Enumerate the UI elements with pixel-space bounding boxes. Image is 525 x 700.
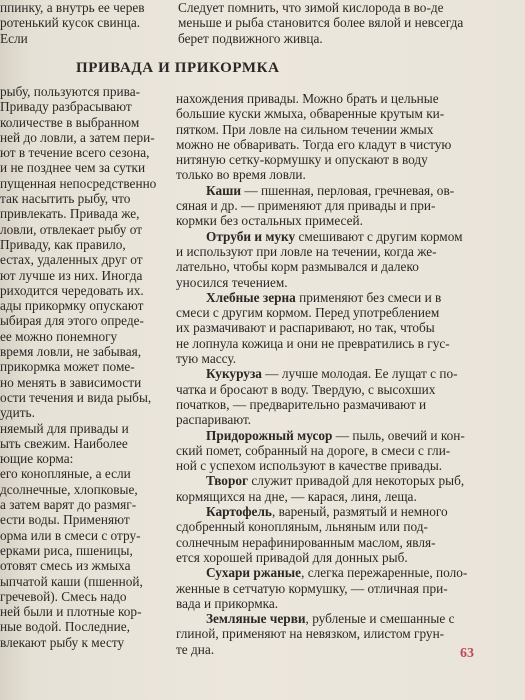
left-column-line: дсолнечные, хлопковые,: [0, 481, 138, 497]
right-column-line: [176, 183, 491, 198]
right-column-line: [176, 91, 491, 106]
food-term: Сухари ржаные: [206, 565, 302, 581]
line-text: кормки без остальных примесей.: [176, 213, 363, 229]
right-column-line: [176, 137, 491, 152]
line-text: те дна.: [176, 641, 215, 657]
line-text: их размачивают и распаривают, но так, чтобы: [176, 320, 435, 336]
right-column-line: [176, 550, 491, 565]
left-column-line: ерками риса, пшеницы,: [0, 542, 133, 558]
right-column-line: [176, 351, 491, 366]
right-column-line: [176, 458, 491, 473]
left-column-line: гречевой). Смесь надо: [0, 588, 127, 604]
line-text: — пыль, овечий и кон-: [332, 427, 465, 443]
left-column-line: количестве в выбранном: [0, 114, 140, 130]
right-column-line: [176, 152, 491, 167]
right-column-line: [176, 198, 491, 213]
left-column-line: а затем варят до размяг-: [0, 497, 137, 513]
left-column-line: няемый для привады и: [0, 420, 129, 436]
line-text: нахождения привады. Можно брать и цельные: [176, 91, 439, 106]
right-column-line: [176, 259, 491, 274]
left-column-line: ады прикормку опускают: [0, 298, 144, 314]
left-column-line: ыть свежим. Наиболее: [0, 435, 128, 451]
line-text: глиной, применяют на невязком, илистом грун-: [176, 626, 445, 642]
line-text: применяют без смеси и в: [295, 289, 442, 305]
line-text: уносился течением.: [176, 274, 288, 290]
left-column-line: рыбу, пользуются прива-: [0, 84, 141, 99]
left-column-line: ести воды. Применяют: [0, 512, 130, 528]
left-column-line: ней были и плотные кор-: [0, 604, 142, 620]
left-column-line: но менять в зависимости: [0, 374, 142, 390]
line-text: можно не обваривать. Тогда его кладут в чистую: [176, 136, 452, 152]
right-column-line: [176, 535, 491, 550]
top-left-fragment: [0, 0, 170, 46]
line-text: пятком. При ловле на сильном течении жмых: [176, 121, 434, 137]
right-column-line: [176, 106, 491, 121]
right-column-line: [176, 504, 491, 519]
right-column-line: [176, 596, 491, 611]
right-column-line: [176, 366, 491, 381]
right-column-line: [176, 473, 491, 488]
right-column-line: [176, 244, 491, 259]
right-column-line: [176, 320, 491, 335]
line-text: — лучше молодая. Ее лущат с по-: [261, 366, 458, 382]
left-column-line: влекают рыбу к месту: [0, 634, 125, 650]
page-number: 63: [460, 646, 474, 661]
top-right-line: всегда берет подвижного живца.: [178, 15, 464, 46]
section-heading: ПРИВАДА И ПРИКОРМКА: [76, 60, 280, 76]
food-term: Земляные черви: [206, 611, 306, 627]
left-column-line: отовят смесь из жмыха: [0, 558, 131, 574]
right-column-line: [176, 122, 491, 137]
right-column-line: [176, 213, 491, 228]
left-column-line: время ловли, не забывая,: [0, 344, 142, 360]
left-column-line: риходится чередовать их.: [0, 282, 144, 298]
right-column-line: [176, 305, 491, 320]
top-right-line: де меньше и рыба становится более вялой и не: [178, 0, 444, 31]
left-column-line: привлекать. Привада же,: [0, 206, 140, 222]
food-term: Каши: [206, 182, 242, 198]
line-text: вада и прикормка.: [176, 595, 279, 611]
line-text: служит привадой для некоторых рыб,: [248, 473, 465, 489]
top-right-fragment: [178, 0, 488, 46]
left-column-line: ные водой. Последние,: [0, 619, 130, 635]
left-column-line: ыпчатой каши (пшенной,: [0, 573, 143, 589]
left-column-line: естах, удаленных друг от: [0, 252, 143, 268]
left-column-line: и не позднее чем за сутки: [0, 160, 146, 176]
top-left-line: ппинку, а внутрь ее черев рот: [0, 0, 145, 31]
right-column-line: [176, 290, 491, 305]
right-column-line: [176, 611, 491, 626]
left-column: [0, 84, 170, 650]
left-column-line: ее можно понемногу: [0, 328, 118, 344]
right-column-line: [176, 581, 491, 596]
left-column-line: Приваду, как правило,: [0, 236, 126, 252]
line-text: лательно, чтобы корм размывался и далеко: [176, 259, 419, 275]
food-term: Придорожный мусор: [206, 427, 333, 443]
line-text: большие куски жмыха, обваренные крутым ки-: [176, 106, 445, 122]
line-text: не лопнула кожица и они не превратились в гус-: [176, 335, 450, 351]
line-text: , вареный, размятый и немного: [271, 504, 448, 520]
left-column-line: ющие корма:: [0, 451, 74, 467]
line-text: нитяную сетку-кормушку и опускают в воду: [176, 152, 428, 168]
right-column-line: [176, 443, 491, 458]
left-column-line: ловли, отвлекает рыбу от: [0, 221, 143, 237]
line-text: распаривают.: [176, 412, 252, 428]
line-text: початков, — предварительно размачивают и: [176, 396, 427, 412]
line-text: сдобренный конопляным, льняным или под-: [176, 519, 428, 535]
line-text: солнечным нерафинированным маслом, явля-: [176, 534, 436, 550]
right-column-line: [176, 626, 491, 641]
line-text: кормящихся на дне, — карася, линя, леща.: [176, 488, 417, 504]
line-text: ский помет, собранный на дороге, в смеси с гли-: [176, 442, 451, 458]
food-term: Хлебные зерна: [206, 289, 296, 305]
left-column-line: пущенная непосредственно: [0, 175, 157, 191]
food-term: Картофель: [206, 504, 272, 520]
right-column: [176, 91, 491, 657]
line-text: — пшенная, перловая, гречневая, ов-: [241, 182, 455, 198]
left-column-line: Приваду разбрасывают: [0, 99, 132, 115]
food-term: Кукуруза: [206, 366, 262, 382]
right-column-line: [176, 642, 491, 657]
line-text: смешивают с другим кормом: [295, 228, 463, 244]
right-column-line: [176, 275, 491, 290]
top-right-line: Следует помнить, что зимой кислорода в во-: [178, 0, 431, 15]
line-text: чатка и бросают в воду. Твердую, с высохших: [176, 381, 436, 397]
line-text: женные в сетчатую кормушку, — отличная при-: [176, 580, 448, 596]
line-text: тую массу.: [176, 351, 237, 367]
line-text: и используют при ловле на течении, когда же-: [176, 243, 437, 259]
right-column-line: [176, 336, 491, 351]
right-column-line: [176, 167, 491, 182]
left-column-line: орма или в смеси с отру-: [0, 527, 141, 543]
line-text: , слегка пережаренные, поло-: [301, 565, 468, 581]
right-column-line: [176, 519, 491, 534]
line-text: ется хорошей привадой для донных рыб.: [176, 549, 408, 565]
left-column-line: ют лучше из них. Иногда: [0, 267, 143, 283]
left-column-line: ней до ловли, а затем пери-: [0, 129, 155, 145]
right-column-line: [176, 397, 491, 412]
left-column-line: удить.: [0, 405, 35, 421]
left-column-line: ыбирая для этого опреде-: [0, 313, 144, 329]
left-column-line: его конопляные, а если: [0, 466, 131, 482]
left-column-line: так насытить рыбу, что: [0, 191, 131, 207]
line-text: смеси с другим кормом. Перед употреблением: [176, 305, 440, 321]
left-column-line: ости течения и вида рыбы,: [0, 389, 152, 405]
right-column-line: [176, 229, 491, 244]
left-column-line: ют в течение всего сезона,: [0, 145, 150, 161]
line-text: ной с успехом используют в качестве привады.: [176, 458, 443, 474]
top-left-line: енький кусок свинца. Если: [0, 15, 141, 46]
left-column-line: прикормка может поме-: [0, 359, 135, 375]
line-text: сяная и др. — применяют для привады и при-: [176, 198, 436, 214]
right-column-line: [176, 565, 491, 580]
food-term: Творог: [206, 473, 249, 489]
right-column-line: [176, 412, 491, 427]
line-text: , рубленые и смешанные с: [305, 611, 455, 627]
right-column-line: [176, 428, 491, 443]
line-text: только во время ловли.: [176, 167, 306, 183]
right-column-line: [176, 489, 491, 504]
right-column-line: [176, 382, 491, 397]
food-term: Отруби и муку: [206, 228, 296, 244]
